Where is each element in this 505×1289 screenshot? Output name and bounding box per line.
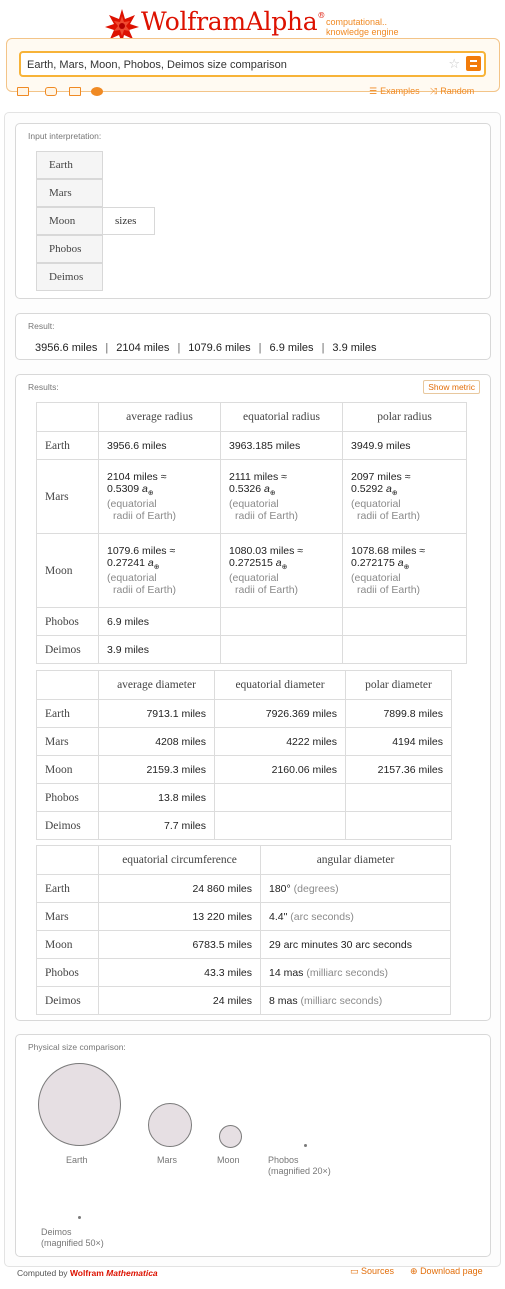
circumference-table	[36, 845, 451, 1015]
table-cell: 2159.3 miles	[99, 756, 215, 784]
row-header: Phobos	[37, 959, 99, 987]
table-cell: 180° (degrees)	[261, 875, 451, 903]
table-cell: 4.4" (arc seconds)	[261, 903, 451, 931]
deimos-dot	[78, 1216, 81, 1219]
pod-title: Physical size comparison:	[28, 1042, 126, 1052]
wolfram-mathematica-link[interactable]: Wolfram Mathematica	[69, 1268, 158, 1278]
table-cell: 3956.6 miles	[99, 432, 221, 460]
pod-title: Result:	[28, 321, 55, 331]
favorite-star-icon[interactable]: ☆	[448, 56, 460, 71]
table-row	[37, 987, 451, 1015]
earth-label: Earth	[66, 1155, 88, 1165]
moon-label: Moon	[217, 1155, 240, 1165]
table-cell	[215, 784, 346, 812]
table-cell: 3949.9 miles	[343, 432, 467, 460]
table-row	[37, 875, 451, 903]
column-header: equatorial diameter	[215, 671, 346, 700]
table-cell: 1078.68 miles ≈ 0.272175 $a_\oplus$ (equatorial radii of Earth)	[343, 534, 467, 608]
table-row	[37, 931, 451, 959]
table-cell	[343, 608, 467, 636]
column-header: equatorial radius	[221, 403, 343, 432]
interp-body-mars: Mars	[36, 179, 103, 207]
deimos-label: Deimos (magnified 50×)	[41, 1227, 104, 1248]
row-header: Mars	[37, 460, 99, 534]
table-cell: 1080.03 miles ≈ 0.272515 $a_\oplus$ (equatorial radii of Earth)	[221, 534, 343, 608]
table-row	[37, 636, 467, 664]
radius-table	[36, 402, 467, 664]
table-cell	[215, 812, 346, 840]
table-cell: 7.7 miles	[99, 812, 215, 840]
input-toolbar	[17, 86, 487, 98]
table-cell: 13.8 miles	[99, 784, 215, 812]
table-cell: 3.9 miles	[99, 636, 221, 664]
mars-circle	[148, 1103, 192, 1147]
interp-property: sizes	[102, 207, 155, 235]
tagline: computational.. knowledge engine	[326, 17, 399, 37]
search-box	[19, 51, 486, 77]
table-cell	[346, 784, 452, 812]
list-icon: ☰	[369, 86, 378, 96]
corner-cell	[37, 846, 99, 875]
row-header: Deimos	[37, 636, 99, 664]
row-header: Moon	[37, 534, 99, 608]
download-icon: ⊕	[410, 1266, 418, 1276]
keyboard-icon[interactable]	[17, 87, 29, 96]
table-cell	[221, 636, 343, 664]
phobos-label: Phobos (magnified 20×)	[268, 1155, 331, 1176]
table-cell: 24 860 miles	[99, 875, 261, 903]
table-cell: 2097 miles ≈ 0.5292 $a_\oplus$ (equatorial radii of Earth)	[343, 460, 467, 534]
examples-link[interactable]: ☰ Examples	[369, 86, 420, 96]
table-cell: 6.9 miles	[99, 608, 221, 636]
corner-cell	[37, 403, 99, 432]
download-page-link[interactable]: ⊕ Download page	[410, 1266, 483, 1276]
computed-by: Computed by Wolfram Mathematica	[17, 1268, 158, 1278]
result-value: 2104 miles	[116, 342, 170, 354]
row-header: Mars	[37, 728, 99, 756]
corner-cell	[37, 671, 99, 700]
column-header: angular diameter	[261, 846, 451, 875]
search-input[interactable]	[27, 56, 447, 74]
extended-keyboard-icon[interactable]	[91, 87, 103, 96]
table-row	[37, 756, 452, 784]
row-header: Earth	[37, 875, 99, 903]
diameter-table	[36, 670, 452, 840]
interp-body-moon: Moon	[36, 207, 103, 235]
earth-circle	[38, 1063, 121, 1146]
interp-body-phobos: Phobos	[36, 235, 103, 263]
table-row	[37, 608, 467, 636]
table-cell: 2111 miles ≈ 0.5326 $a_\oplus$ (equatorial radii of Earth)	[221, 460, 343, 534]
table-row	[37, 728, 452, 756]
mars-label: Mars	[157, 1155, 177, 1165]
pod-title: Input interpretation:	[28, 131, 102, 141]
book-icon: ▭	[350, 1266, 359, 1276]
result-value: 3956.6 miles	[35, 342, 98, 354]
table-icon[interactable]	[69, 87, 81, 96]
table-cell	[346, 812, 452, 840]
row-header: Deimos	[37, 987, 99, 1015]
table-cell: 2160.06 miles	[215, 756, 346, 784]
interp-body-deimos: Deimos	[36, 263, 103, 291]
row-header: Moon	[37, 931, 99, 959]
table-row	[37, 460, 467, 534]
pod-title: Results:	[28, 382, 59, 392]
table-cell: 29 arc minutes 30 arc seconds	[261, 931, 451, 959]
table-cell	[343, 636, 467, 664]
row-header: Earth	[37, 700, 99, 728]
table-row	[37, 534, 467, 608]
table-cell: 7899.8 miles	[346, 700, 452, 728]
random-link[interactable]: ⤨ Random	[430, 86, 475, 96]
column-header: equatorial circumference	[99, 846, 261, 875]
table-row	[37, 959, 451, 987]
row-header: Moon	[37, 756, 99, 784]
column-header: polar diameter	[346, 671, 452, 700]
column-header: average diameter	[99, 671, 215, 700]
table-cell: 43.3 miles	[99, 959, 261, 987]
table-row	[37, 784, 452, 812]
result-values: 3956.6 miles | 2104 miles | 1079.6 miles | 6.9 miles | 3.9 miles	[35, 342, 377, 354]
row-header: Deimos	[37, 812, 99, 840]
moon-circle	[219, 1125, 242, 1148]
table-cell: 6783.5 miles	[99, 931, 261, 959]
table-cell: 14 mas (milliarc seconds)	[261, 959, 451, 987]
table-cell: 2104 miles ≈ 0.5309 $a_\oplus$ (equatorial radii of Earth)	[99, 460, 221, 534]
row-header: Phobos	[37, 608, 99, 636]
table-cell: 4208 miles	[99, 728, 215, 756]
table-cell: 13 220 miles	[99, 903, 261, 931]
interp-body-earth: Earth	[36, 151, 103, 179]
table-cell: 7926.369 miles	[215, 700, 346, 728]
camera-icon[interactable]	[45, 87, 57, 96]
wolfram-alpha-wordmark: WolframAlpha®	[141, 7, 326, 36]
phobos-dot	[304, 1144, 307, 1147]
table-cell: 4194 miles	[346, 728, 452, 756]
table-row	[37, 432, 467, 460]
table-row	[37, 700, 452, 728]
table-row	[37, 812, 452, 840]
table-cell: 3963.185 miles	[221, 432, 343, 460]
table-cell: 7913.1 miles	[99, 700, 215, 728]
row-header: Earth	[37, 432, 99, 460]
column-header: polar radius	[343, 403, 467, 432]
row-header: Mars	[37, 903, 99, 931]
result-value: 6.9 miles	[269, 342, 314, 354]
table-cell: 8 mas (milliarc seconds)	[261, 987, 451, 1015]
table-cell: 2157.36 miles	[346, 756, 452, 784]
shuffle-icon: ⤨	[430, 86, 438, 96]
table-cell: 24 miles	[99, 987, 261, 1015]
column-header: average radius	[99, 403, 221, 432]
show-metric-button[interactable]: Show metric	[423, 380, 480, 394]
table-cell	[221, 608, 343, 636]
table-cell: 1079.6 miles ≈ 0.27241 $a_\oplus$ (equatorial radii of Earth)	[99, 534, 221, 608]
table-cell: 4222 miles	[215, 728, 346, 756]
row-header: Phobos	[37, 784, 99, 812]
result-value: 1079.6 miles	[188, 342, 251, 354]
result-value: 3.9 miles	[332, 342, 377, 354]
compute-button[interactable]	[466, 56, 481, 71]
table-row	[37, 903, 451, 931]
sources-link[interactable]: ▭ Sources	[350, 1266, 395, 1276]
